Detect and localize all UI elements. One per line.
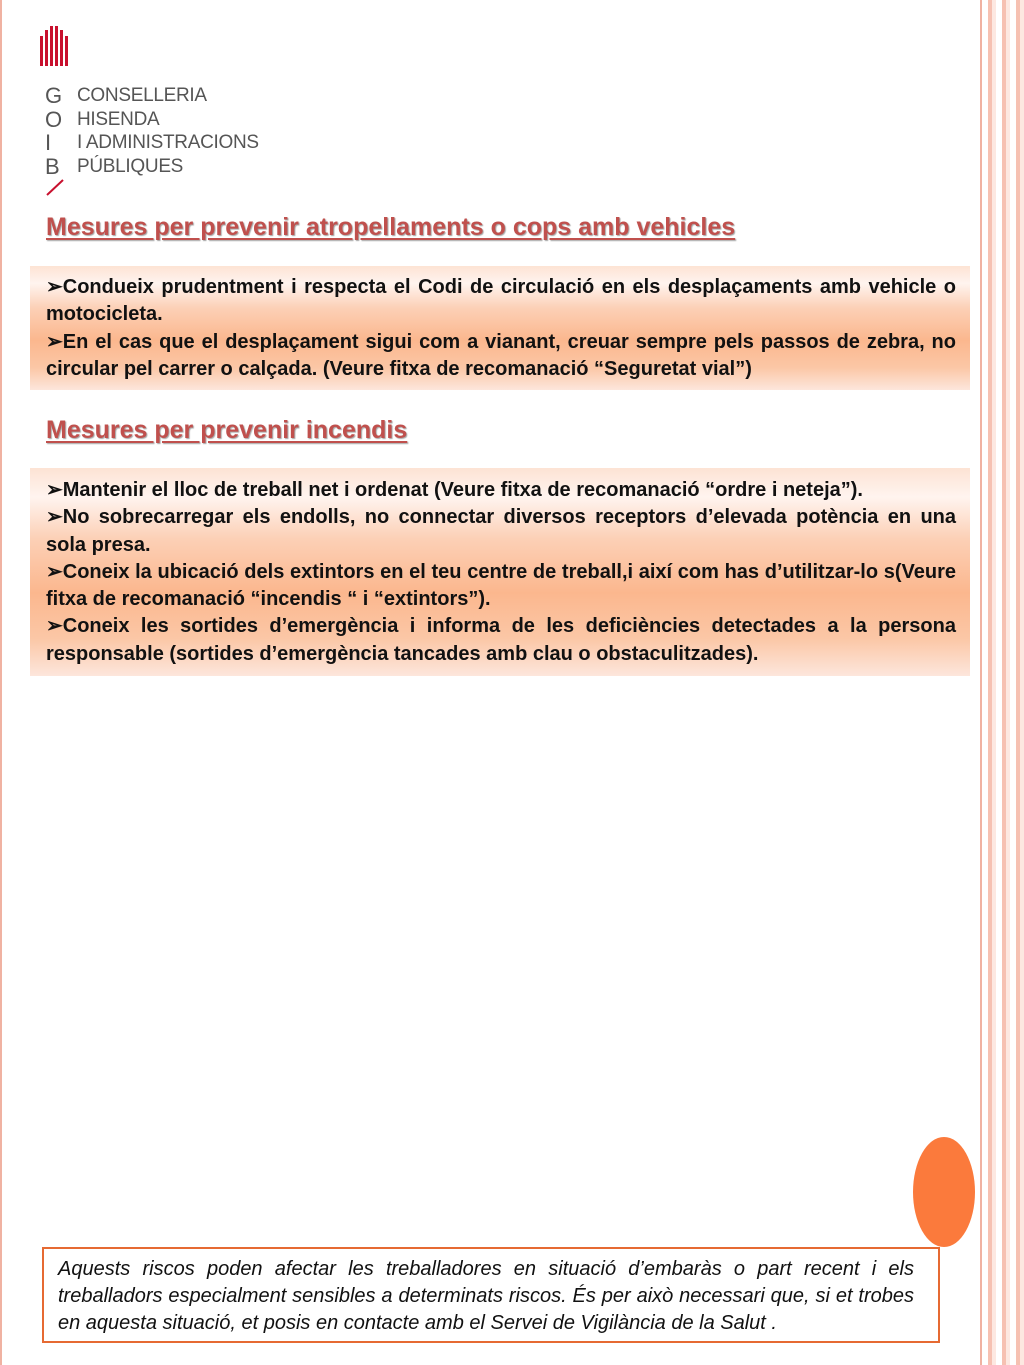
logo-letters [45, 84, 65, 178]
logo-letter: I [45, 130, 52, 155]
bullet-item: ➢En el cas que el desplaçament sigui com a vianant, creuar sempre pels passos de zebra, no circular pel carrer o calçada. (Veure fitxa de recomanació “Seguretat vial”) [46, 330, 956, 380]
bullet-list-vehicles [46, 274, 956, 383]
logo-line: PÚBLIQUES [77, 155, 184, 177]
section-heading-fires: Mesures per prevenir incendis [46, 416, 408, 444]
logo-line: I ADMINISTRACIONS [77, 132, 259, 153]
bullet-item: ➢No sobrecarregar els endolls, no connectar diversos receptors d’elevada potència en una sola presa. [46, 506, 956, 556]
arrow-bullet-icon: ➢ [46, 330, 63, 353]
note-text: Aquests riscos poden afectar les treballadores en situació d’embaràs o part recent i els treballadors especialment sensibles a determinats riscos. És per això necessari que, si et trobes en aquesta situació, et posis en contacte amb el Servei de Vigilància de la Salut . [58, 1258, 914, 1335]
arrow-bullet-icon: ➢ [46, 276, 63, 298]
goib-logo [40, 26, 300, 206]
bullet-item: ➢Mantenir el lloc de treball net i ordenat (Veure fitxa de recomanació “ordre i neteja”). [46, 479, 863, 501]
decorative-orange-oval [913, 1137, 975, 1247]
arrow-bullet-icon: ➢ [46, 479, 63, 501]
logo-letter: O [45, 106, 63, 132]
decorative-side-stripes [982, 0, 1024, 1365]
logo-letter: G [45, 83, 63, 108]
logo-letter: B [45, 153, 60, 179]
section-heading-vehicles: Mesures per prevenir atropellaments o cops amb vehicles [46, 213, 736, 241]
logo-line: CONSELLERIA [77, 85, 207, 106]
arrow-bullet-icon: ➢ [46, 615, 63, 638]
bullet-item: ➢Condueix prudentment i respecta el Codi de circulació en els desplaçaments amb vehicle o motocicleta. [46, 276, 956, 326]
coat-of-arms-bars-icon [40, 26, 68, 68]
arrow-bullet-icon: ➢ [46, 560, 63, 583]
bullet-item: ➢Coneix la ubicació dels extintors en el teu centre de treball,i així com has d’utilitzar-lo s(Veure fitxa de recomanació “incendis “ i “extintors”). [46, 560, 956, 611]
bullet-list-fires [46, 477, 956, 668]
bullet-item: ➢Coneix les sortides d’emergència i informa de les deficiències detectades a la persona responsable (sortides d’emergència tancades amb clau o obstaculitzades). [46, 615, 956, 665]
logo-slash-icon [45, 177, 65, 197]
logo-line: HISENDA [77, 108, 160, 130]
logo-department-name [77, 84, 259, 178]
arrow-bullet-icon: ➢ [46, 506, 63, 529]
